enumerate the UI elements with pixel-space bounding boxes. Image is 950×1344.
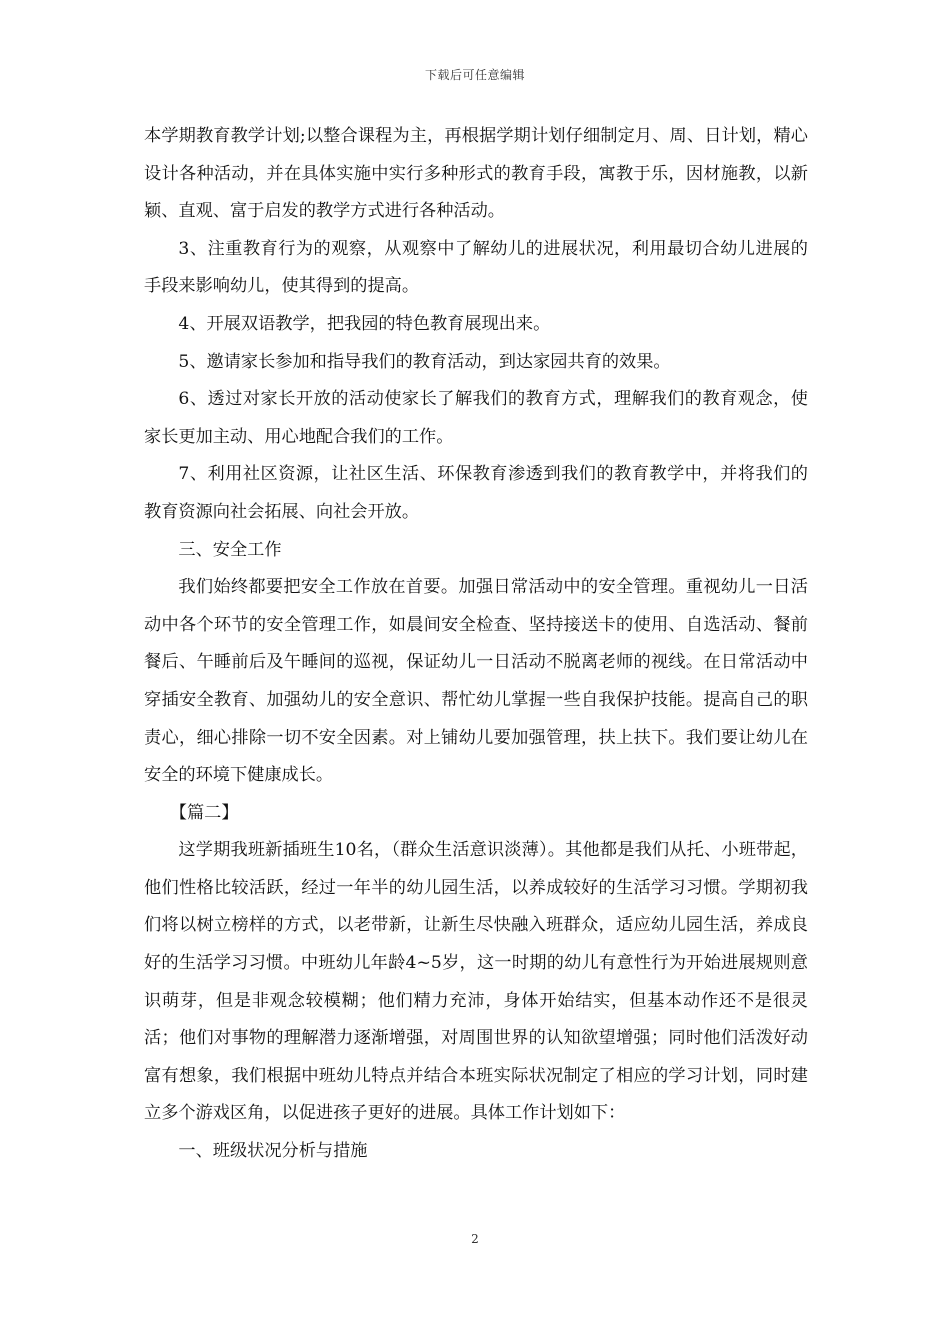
section-heading-class-analysis: 一、班级状况分析与措施 — [178, 1141, 368, 1162]
paragraph-part-two-intro: 这学期我班新插班生10名，（群众生活意识淡薄）。其他都是我们从托、小班带起，他们性格比较活跃，经过一年半的幼儿园生活，以养成较好的生活学习习惯。学期初我们将以树立榜样的方式，以老带新，让新生尽快融入班群众，适应幼儿园生活，养成良好的生活学习习惯。中班幼儿年龄4~5岁，这一时期的幼儿有意性行为开始进展规则意识萌芽，但是非观念较模糊；他们精力充沛，身体开始结实，但基本动作还不是很灵活；他们对事物的理解潜力逐渐增强，对周围世界的认知欲望增强；同时他们活泼好动富有想象，我们根据中班幼儿特点并结合本班实际状况制定了相应的学习计划，同时建立多个游戏区角，以促进孩子更好的进展。具体工作计划如下： — [144, 840, 808, 1124]
paragraph-item-4: 4、开展双语教学，把我园的特色教育展现出来。 — [178, 313, 551, 334]
section-marker-part-two: 【篇二】 — [169, 802, 239, 823]
paragraph-item-5: 5、邀请家长参加和指导我们的教育活动，到达家园共育的效果。 — [178, 351, 671, 372]
paragraph-item-6: 6、透过对家长开放的活动使家长了解我们的教育方式，理解我们的教育观念，使家长更加主动、用心地配合我们的工作。 — [144, 389, 808, 447]
paragraph-item-3: 3、注重教育行为的观察，从观察中了解幼儿的进展状况，利用最切合幼儿进展的手段来影响幼儿，使其得到的提高。 — [144, 238, 808, 297]
paragraph-safety-work: 我们始终都要把安全工作放在首要。加强日常活动中的安全管理。重视幼儿一日活动中各个环节的安全管理工作，如晨间安全检查、坚持接送卡的使用、自选活动、餐前餐后、午睡前后及午睡间的巡视，保证幼儿一日活动不脱离老师的视线。在日常活动中穿插安全教育、加强幼儿的安全意识、帮忙幼儿掌握一些自我保护技能。提高自己的职责心，细心排除一切不安全因素。对上铺幼儿要加强管理，扶上扶下。我们要让幼儿在安全的环境下健康成长。 — [144, 577, 808, 786]
paragraph-continued-plan: 本学期教育教学计划;以整合课程为主，再根据学期计划仔细制定月、周、日计划，精心设计各种活动，并在具体实施中实行多种形式的教育手段，寓教于乐，因材施教，以新颖、直观、富于启发的教学方式进行各种活动。 — [144, 126, 808, 222]
page-header: 下载后可任意编辑 — [424, 68, 525, 82]
document-body — [144, 118, 808, 1171]
page-number: 2 — [471, 1232, 479, 1246]
paragraph-item-7: 7、利用社区资源，让社区生活、环保教育渗透到我们的教育教学中，并将我们的教育资源向社会拓展、向社会开放。 — [144, 464, 808, 522]
section-heading-safety: 三、安全工作 — [178, 539, 282, 560]
